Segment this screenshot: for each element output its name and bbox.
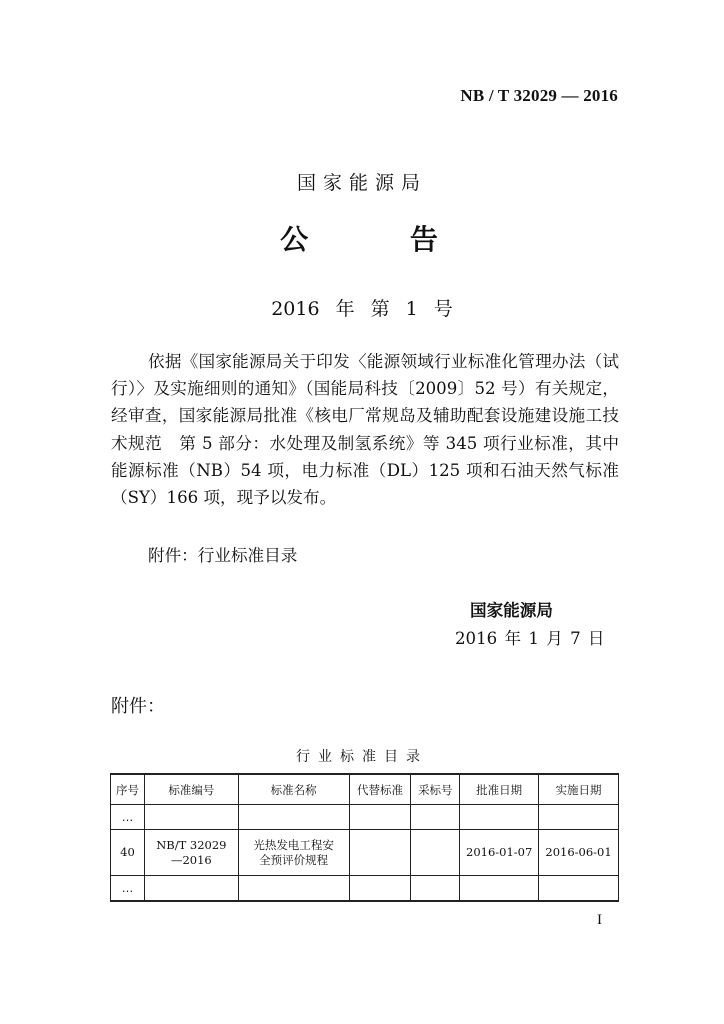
table-cell <box>349 876 411 902</box>
column-header: 实施日期 <box>539 774 619 805</box>
column-header: 批准日期 <box>460 774 539 805</box>
table-row <box>111 830 619 876</box>
table-cell <box>349 805 411 830</box>
table-cell <box>144 805 238 830</box>
column-header: 序号 <box>111 774 145 805</box>
table-title: 行业标准目录 <box>296 749 428 765</box>
table-cell: 光热发电工程安全预评价规程 <box>238 830 349 876</box>
table-cell: NB/T 32029—2016 <box>144 830 238 876</box>
page-number: I <box>597 912 602 928</box>
table-row <box>111 876 619 902</box>
notice-body: 依据《国家能源局关于印发〈能源领域行业标准化管理办法（试行）〉及实施细则的通知》（国能局科技〔2009〕52 号）有关规定，经审查，国家能源局批准《核电厂常规岛及辅助配套设施建设施工技术规范 第 5 部分：水处理及制氢系统》等 345 项行业标准，其中能源标准（NB）54 项，电力标准（DL）125 项和石油天然气标准（SY）166 项，现予以发布。 <box>111 352 619 508</box>
column-header: 采标号 <box>411 774 460 805</box>
table-cell <box>460 805 539 830</box>
table-cell: 40 <box>111 830 145 876</box>
table-cell: … <box>111 805 145 830</box>
notice-number: 2016 年 第 1 号 <box>271 298 453 320</box>
table-cell: 2016-06-01 <box>539 830 619 876</box>
attachment-heading: 附件： <box>111 696 165 717</box>
table-cell <box>411 805 460 830</box>
notice-title: 公 告 <box>280 223 484 256</box>
signature-date: 2016 年 1 月 7 日 <box>455 629 605 648</box>
table-cell <box>539 805 619 830</box>
table-cell <box>411 876 460 902</box>
table-cell <box>144 876 238 902</box>
table-cell: … <box>111 876 145 902</box>
signature-organization: 国家能源局 <box>470 600 553 620</box>
table-cell <box>238 805 349 830</box>
table-cell <box>349 830 411 876</box>
standard-code: NB / T 32029 — 2016 <box>460 86 618 105</box>
column-header: 标准名称 <box>238 774 349 805</box>
table-cell <box>539 876 619 902</box>
table-row <box>111 805 619 830</box>
table-cell <box>460 876 539 902</box>
table-cell <box>411 830 460 876</box>
column-header: 标准编号 <box>144 774 238 805</box>
attachment-reference: 附件：行业标准目录 <box>148 546 298 565</box>
table-cell <box>238 876 349 902</box>
standards-table <box>110 773 619 902</box>
table-header-row <box>111 774 619 805</box>
table-cell: 2016-01-07 <box>460 830 539 876</box>
column-header: 代替标准 <box>349 774 411 805</box>
issuer-name: 国家能源局 <box>296 172 427 194</box>
